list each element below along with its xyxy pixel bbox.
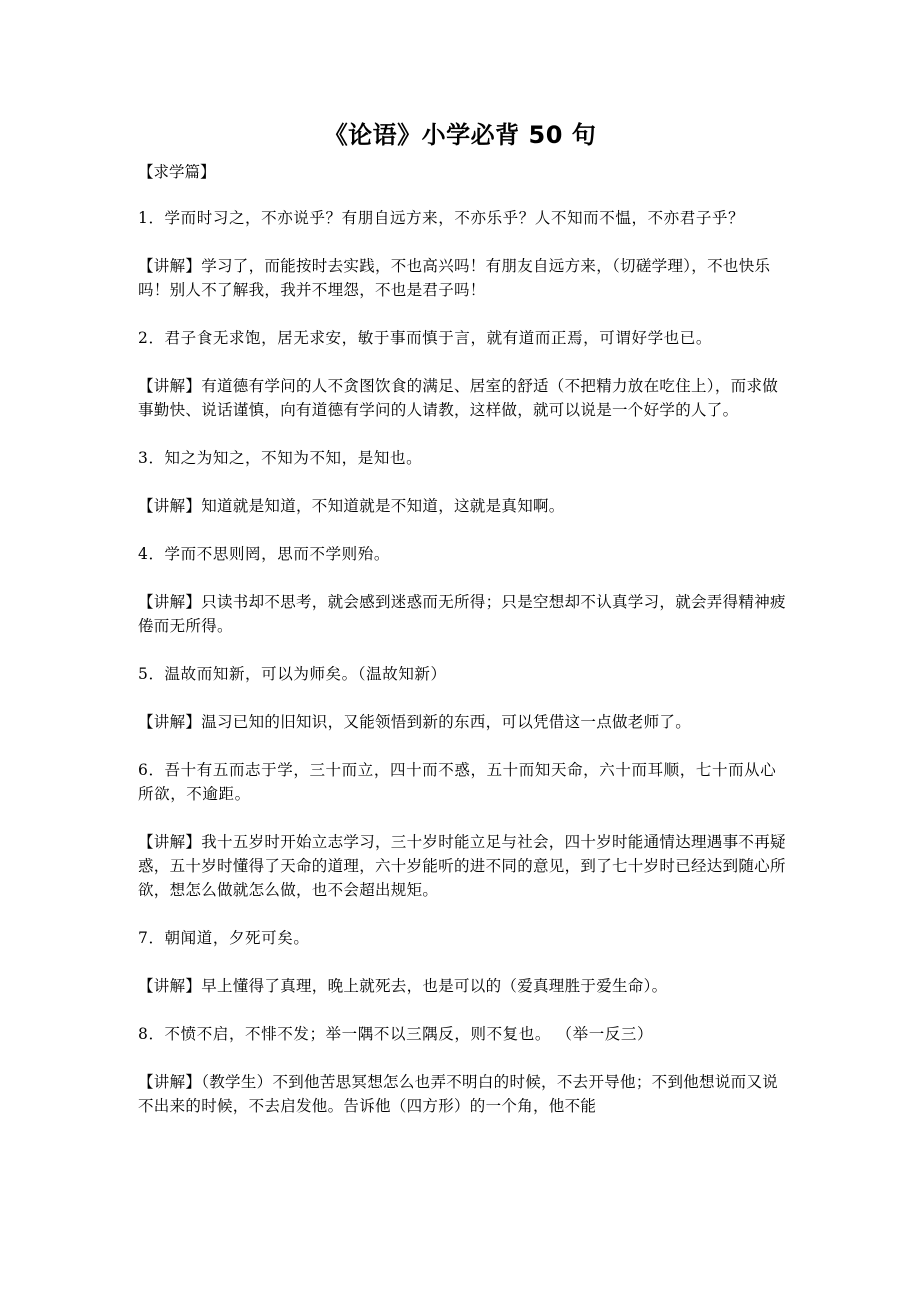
entry-6-text: 6．吾十有五而志于学，三十而立，四十而不惑，五十而知天命，六十而耳顺，七十而从心所欲，不逾距。 <box>138 761 777 803</box>
entry-5-text: 5．温故而知新，可以为师矣。（温故知新） <box>138 665 447 683</box>
entry-2-explanation <box>138 374 786 422</box>
explain-label: 【讲解】 <box>138 377 202 395</box>
entry-4-explanation <box>138 590 786 638</box>
entry-7-text: 7．朝闻道，夕死可矣。 <box>138 929 310 947</box>
document-body <box>138 160 786 1142</box>
explain-label: 【讲解】 <box>138 257 202 275</box>
explain-label: 【讲解】 <box>138 833 202 851</box>
entry-5-explanation <box>138 710 786 734</box>
explanation-text: 早上懂得了真理，晚上就死去，也是可以的（爱真理胜于爱生命）。 <box>201 977 668 995</box>
explanation-text: 温习已知的旧知识，又能领悟到新的东西，可以凭借这一点做老师了。 <box>201 713 692 731</box>
explain-label: 【讲解】 <box>138 713 202 731</box>
explain-label: 【讲解】 <box>138 593 202 611</box>
explain-label: 【讲解】 <box>138 497 202 515</box>
entry-8-explanation <box>138 1070 786 1118</box>
explanation-text: 学习了，而能按时去实践，不也高兴吗！有朋友自远方来，（切磋学理），不也快乐吗！别人不了解我，我并不埋怨，不也是君子吗！ <box>138 257 771 299</box>
explanation-text: 有道德有学问的人不贪图饮食的满足、居室的舒适（不把精力放在吃住上），而求做事勤快、说话谨慎，向有道德有学问的人请教，这样做，就可以说是一个好学的人了。 <box>138 377 779 419</box>
explanation-text: （教学生）不到他苦思冥想怎么也弄不明白的时候，不去开导他；不到他想说而又说不出来的时候，不去启发他。告诉他（四方形）的一个角，他不能 <box>138 1073 779 1115</box>
entry-7-explanation <box>138 974 786 998</box>
explain-label: 【讲解】 <box>138 977 202 995</box>
explanation-text: 我十五岁时开始立志学习，三十岁时能立足与社会，四十岁时能通情达理遇事不再疑惑，五十岁时懂得了天命的道理，六十岁能听的进不同的意见，到了七十岁时已经达到随心所欲，想怎么做就怎么做，也不会超出规矩。 <box>138 833 786 899</box>
entry-3-explanation <box>138 494 786 518</box>
document-title: 《论语》小学必背 50 句 <box>323 121 597 149</box>
explanation-text: 只读书却不思考，就会感到迷惑而无所得；只是空想却不认真学习，就会弄得精神疲倦而无所得。 <box>138 593 786 635</box>
entry-2-text: 2．君子食无求饱，居无求安，敏于事而慎于言，就有道而正焉，可谓好学也已。 <box>138 329 712 347</box>
entry-6-explanation <box>138 830 786 902</box>
section-heading: 【求学篇】 <box>138 163 216 181</box>
entry-4-text: 4．学而不思则罔，思而不学则殆。 <box>138 545 390 563</box>
entry-1-text: 1．学而时习之，不亦说乎？有朋自远方来，不亦乐乎？人不知而不愠，不亦君子乎？ <box>138 209 745 227</box>
explanation-text: 知道就是知道，不知道就是不知道，这就是真知啊。 <box>201 497 565 515</box>
explain-label: 【讲解】 <box>138 1073 202 1091</box>
entry-3-text: 3．知之为知之，不知为不知，是知也。 <box>138 449 423 467</box>
entry-8-text: 8．不愤不启，不悱不发；举一隅不以三隅反，则不复也。 （举一反三） <box>138 1025 654 1043</box>
entry-1-explanation <box>138 254 786 302</box>
